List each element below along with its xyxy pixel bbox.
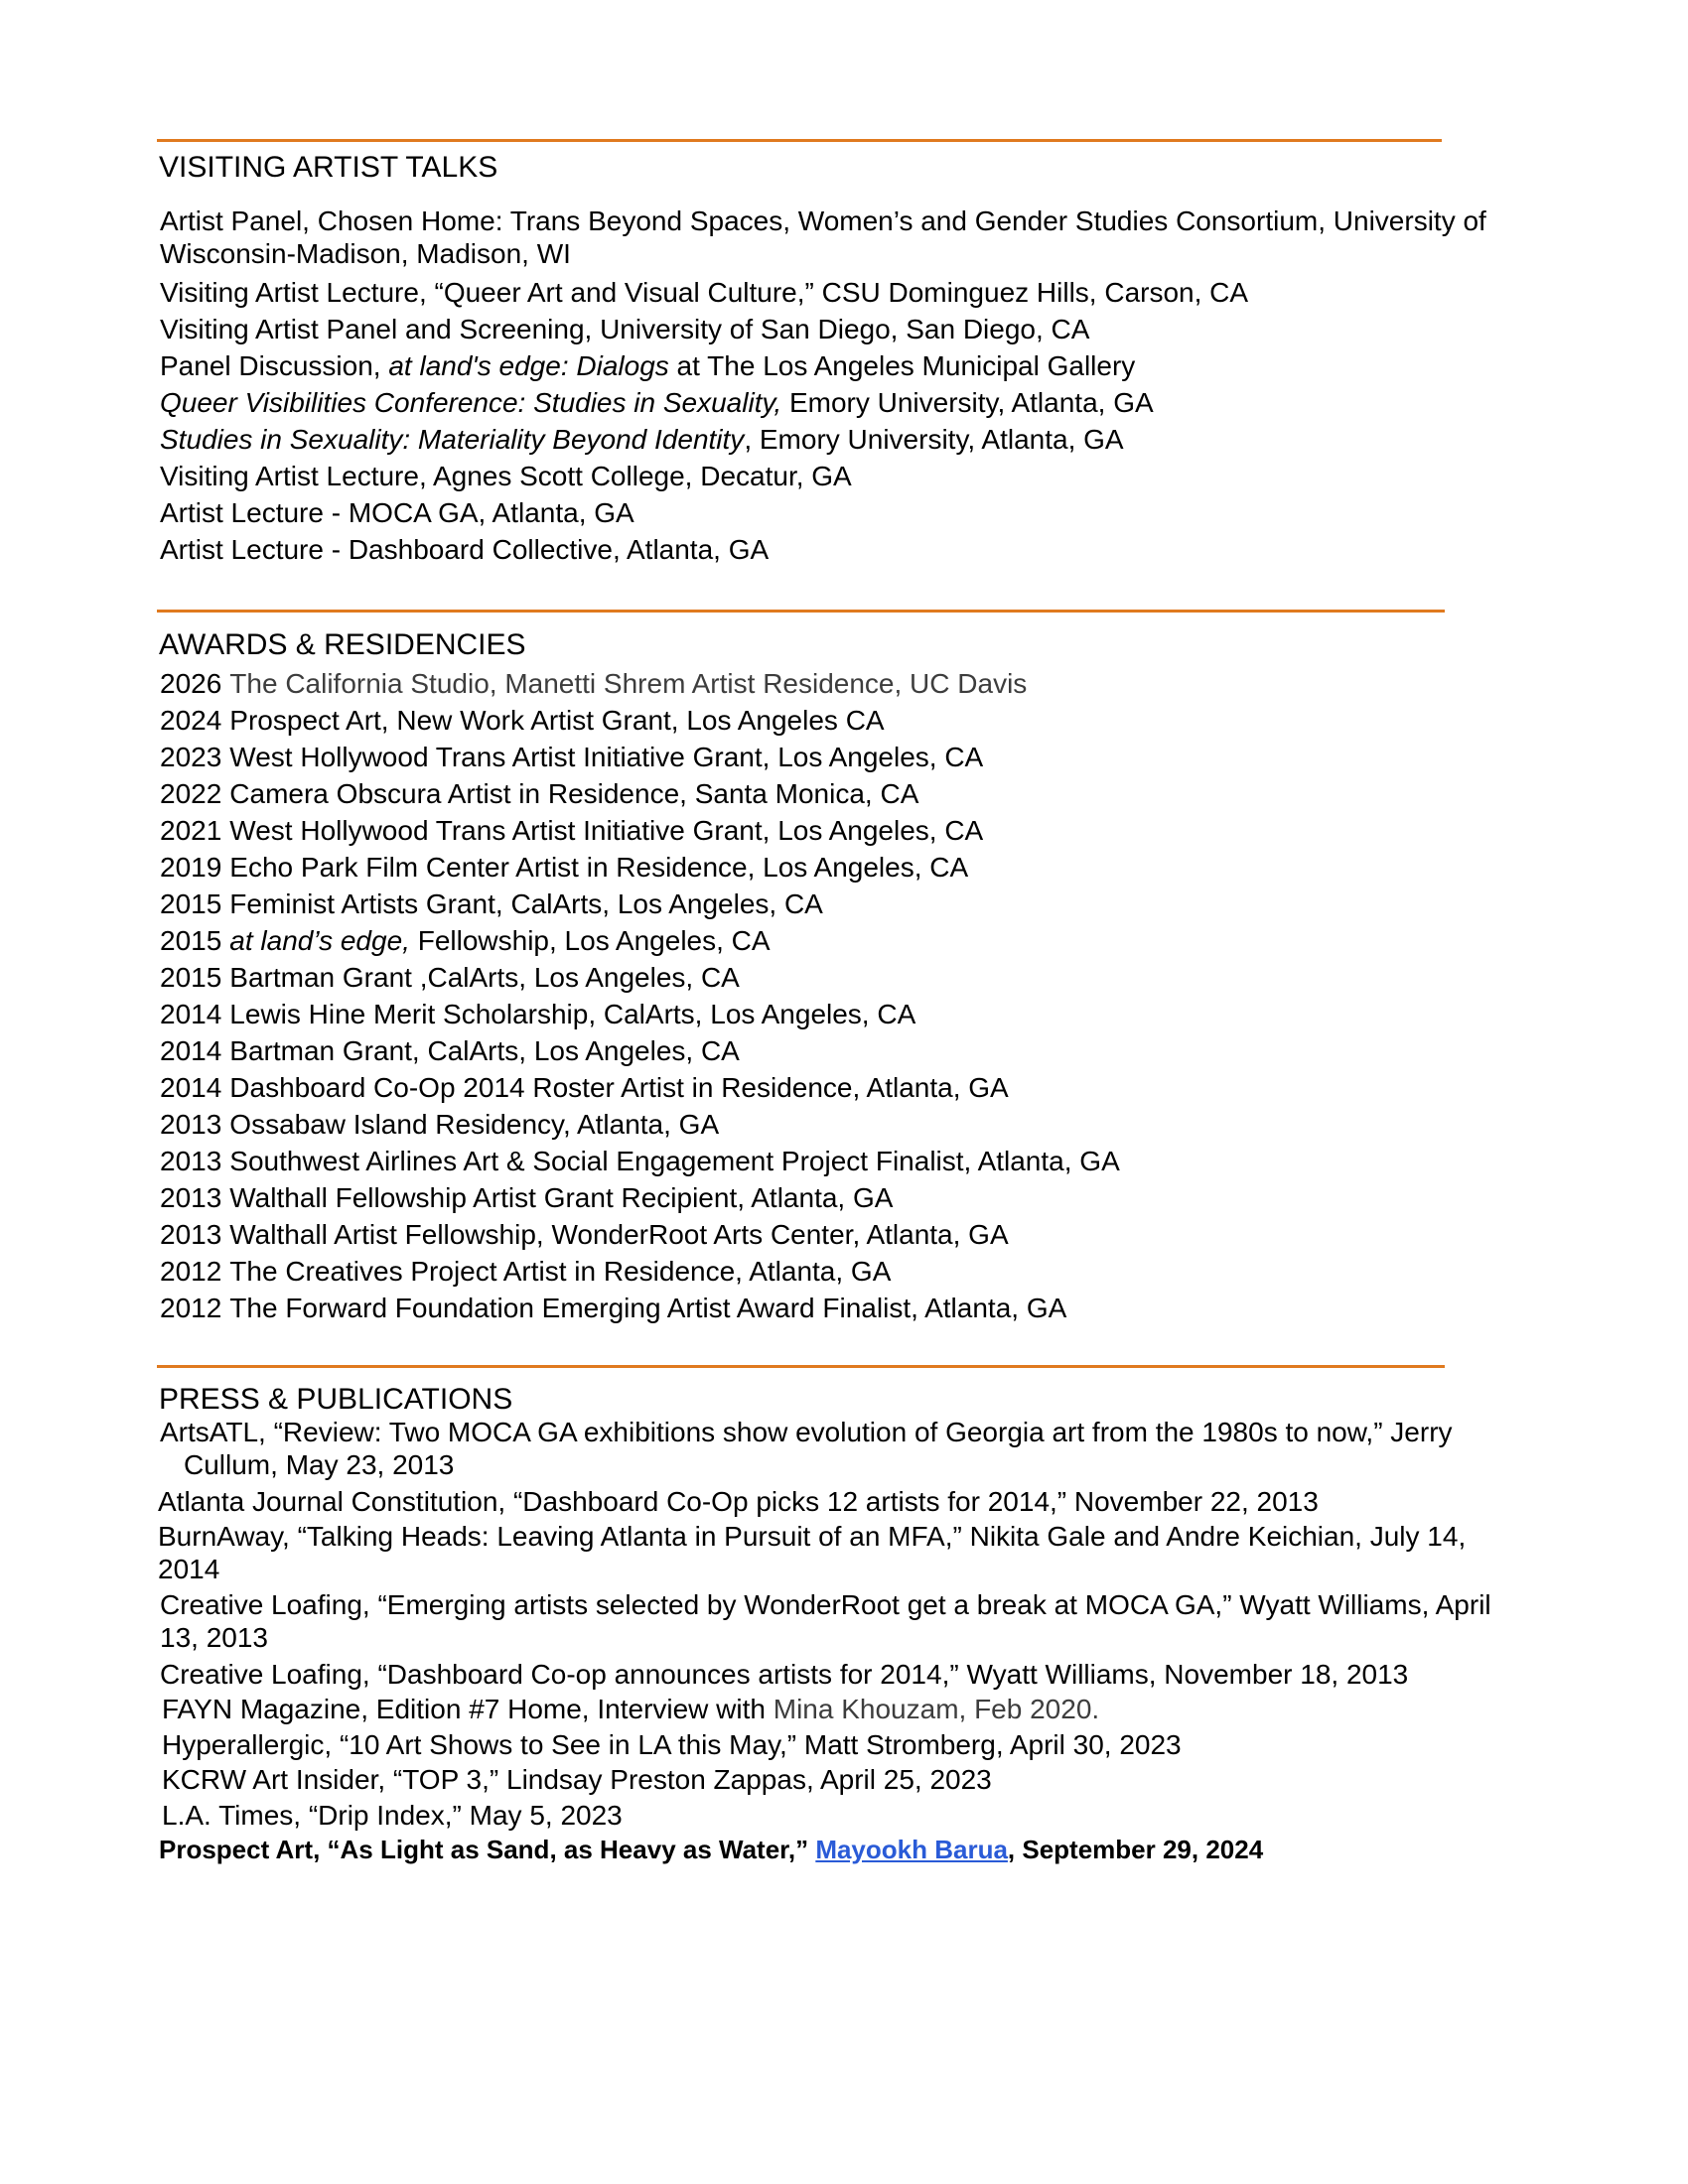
list-item: 2023 West Hollywood Trans Artist Initiative Grant, Los Angeles, CA	[160, 742, 984, 772]
press-heading: PRESS & PUBLICATIONS	[159, 1383, 513, 1416]
list-item: Artist Panel, Chosen Home: Trans Beyond Spaces, Women’s and Gender Studies Consortium, University of Wisconsin-Madison, Madison, WI	[160, 205, 1486, 269]
list-item: 2012 The Creatives Project Artist in Residence, Atlanta, GA	[160, 1256, 892, 1287]
list-item: 2015 Feminist Artists Grant, CalArts, Los Angeles, CA	[160, 888, 823, 919]
list-item: Atlanta Journal Constitution, “Dashboard Co-Op picks 12 artists for 2014,” November 22, 2013	[158, 1486, 1319, 1517]
list-item: 2021 West Hollywood Trans Artist Initiative Grant, Los Angeles, CA	[160, 815, 984, 846]
visiting-talks-list	[160, 205, 1520, 568]
author-link[interactable]: Mayookh Barua	[815, 1835, 1008, 1864]
list-item: 2014 Lewis Hine Merit Scholarship, CalArts, Los Angeles, CA	[160, 999, 916, 1029]
list-item: 2013 Walthall Fellowship Artist Grant Recipient, Atlanta, GA	[160, 1182, 894, 1213]
list-item: KCRW Art Insider, “TOP 3,” Lindsay Preston Zappas, April 25, 2023	[162, 1764, 992, 1795]
list-item: Queer Visibilities Conference: Studies in Sexuality, Emory University, Atlanta, GA	[160, 387, 1154, 418]
list-item: ArtsATL, “Review: Two MOCA GA exhibitions show evolution of Georgia art from the 1980s to now,” Jerry Cullum, May 23, 2013	[160, 1417, 1453, 1480]
list-item: 2015 at land’s edge, Fellowship, Los Angeles, CA	[160, 925, 771, 956]
press-list	[160, 1416, 1520, 1868]
list-item: 2014 Dashboard Co-Op 2014 Roster Artist in Residence, Atlanta, GA	[160, 1072, 1009, 1103]
list-item: Hyperallergic, “10 Art Shows to See in LA this May,” Matt Stromberg, April 30, 2023	[162, 1728, 1182, 1760]
list-item: BurnAway, “Talking Heads: Leaving Atlanta in Pursuit of an MFA,” Nikita Gale and Andre Keichian, July 14, 2014	[158, 1520, 1467, 1584]
section-divider	[157, 1365, 1445, 1368]
list-item: 2015 Bartman Grant ,CalArts, Los Angeles, CA	[160, 962, 740, 993]
awards-heading: AWARDS & RESIDENCIES	[159, 628, 526, 661]
list-item: Creative Loafing, “Emerging artists selected by WonderRoot get a break at MOCA GA,” Wyatt Williams, April 13, 2013	[160, 1588, 1491, 1653]
list-item: 2024 Prospect Art, New Work Artist Grant, Los Angeles CA	[160, 705, 885, 736]
list-item: Visiting Artist Lecture, “Queer Art and Visual Culture,” CSU Dominguez Hills, Carson, CA	[160, 277, 1249, 308]
section-divider	[157, 610, 1445, 613]
list-item: 2012 The Forward Foundation Emerging Artist Award Finalist, Atlanta, GA	[160, 1293, 1067, 1323]
list-item: 2014 Bartman Grant, CalArts, Los Angeles, CA	[160, 1035, 740, 1066]
list-item: Prospect Art, “As Light as Sand, as Heavy as Water,” Mayookh Barua, September 29, 2024	[159, 1835, 1264, 1864]
list-item: 2013 Southwest Airlines Art & Social Engagement Project Finalist, Atlanta, GA	[160, 1146, 1120, 1176]
list-item: Artist Lecture - Dashboard Collective, Atlanta, GA	[160, 534, 770, 565]
awards-list	[160, 665, 1520, 1326]
list-item: FAYN Magazine, Edition #7 Home, Interview with Mina Khouzam, Feb 2020.	[162, 1694, 1100, 1724]
list-item: Studies in Sexuality: Materiality Beyond Identity, Emory University, Atlanta, GA	[160, 424, 1124, 455]
list-item: Artist Lecture - MOCA GA, Atlanta, GA	[160, 497, 634, 528]
list-item: 2013 Walthall Artist Fellowship, WonderRoot Arts Center, Atlanta, GA	[160, 1219, 1009, 1250]
list-item: 2026 The California Studio, Manetti Shrem Artist Residence, UC Davis	[160, 668, 1028, 699]
list-item: Visiting Artist Lecture, Agnes Scott College, Decatur, GA	[160, 461, 852, 491]
list-item: Visiting Artist Panel and Screening, University of San Diego, San Diego, CA	[160, 314, 1090, 344]
list-item: 2019 Echo Park Film Center Artist in Residence, Los Angeles, CA	[160, 852, 969, 883]
section-divider	[157, 139, 1442, 142]
list-item: Creative Loafing, “Dashboard Co-op announces artists for 2014,” Wyatt Williams, November 18, 2013	[160, 1658, 1409, 1690]
list-item: 2022 Camera Obscura Artist in Residence, Santa Monica, CA	[160, 778, 919, 809]
list-item: Panel Discussion, at land's edge: Dialogs at The Los Angeles Municipal Gallery	[160, 350, 1136, 381]
list-item: L.A. Times, “Drip Index,” May 5, 2023	[162, 1799, 623, 1831]
visiting-talks-heading: VISITING ARTIST TALKS	[159, 151, 498, 184]
list-item: 2013 Ossabaw Island Residency, Atlanta, GA	[160, 1109, 720, 1140]
